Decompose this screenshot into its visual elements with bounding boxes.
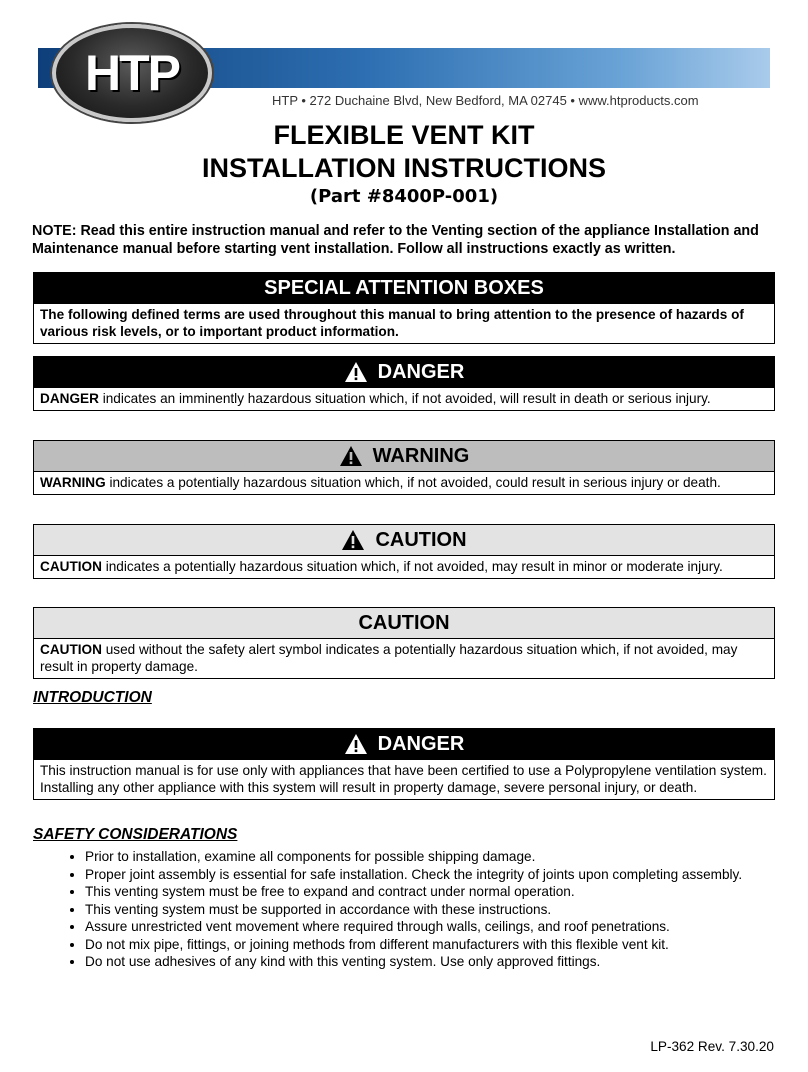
intro-danger-box	[33, 728, 775, 800]
htp-logo	[52, 24, 212, 122]
warning-box	[33, 440, 775, 495]
part-number: (Part #8400P-001)	[309, 186, 499, 207]
safety-list	[33, 848, 808, 971]
caution-nosymbol-heading: CAUTION	[34, 608, 774, 639]
title-line-2: INSTALLATION INSTRUCTIONS	[202, 153, 606, 183]
intro-danger-heading	[34, 729, 774, 760]
note-paragraph: NOTE: Read this entire instruction manual and refer to the Venting section of the appliance Installation and Maintenance manual before starting vent installation. Follow all instructions exactly as written.	[32, 223, 759, 257]
warning-text: indicates a potentially hazardous situation which, if not avoided, could result in serious injury or death.	[105, 475, 721, 490]
special-attention-box	[33, 272, 775, 344]
safety-heading: SAFETY CONSIDERATIONS	[33, 826, 238, 843]
caution-box	[33, 524, 775, 579]
page-header	[0, 0, 808, 115]
danger-box	[33, 356, 775, 411]
document-revision: LP-362 Rev. 7.30.20	[650, 1039, 774, 1054]
intro-danger-body: This instruction manual is for use only with appliances that have been certified to use a Polypropylene ventilation system. Installing any other appliance with this system will result in property damage, severe personal injury, or death.	[40, 763, 767, 795]
danger-heading-label: DANGER	[377, 360, 465, 383]
list-item: • Prior to installation, examine all components for possible shipping damage.	[85, 848, 808, 866]
caution-body	[34, 556, 774, 578]
logo-text: HTP	[85, 45, 179, 101]
special-attention-heading: SPECIAL ATTENTION BOXES	[34, 273, 774, 304]
list-item: • Do not use adhesives of any kind with this venting system. Use only approved fittings.	[85, 953, 808, 971]
list-item: • This venting system must be supported in accordance with these instructions.	[85, 901, 808, 919]
warning-triangle-icon	[344, 361, 368, 383]
list-item: • This venting system must be free to expand and contract under normal operation.	[85, 883, 808, 901]
warning-triangle-icon	[344, 733, 368, 755]
caution-heading-label: CAUTION	[375, 528, 467, 551]
warning-triangle-icon	[339, 445, 363, 467]
danger-term: DANGER	[40, 391, 99, 406]
list-item: • Proper joint assembly is essential for safe installation. Check the integrity of joints upon completing assembly.	[85, 866, 808, 884]
warning-triangle-icon	[341, 529, 365, 551]
warning-heading	[34, 441, 774, 472]
caution-nosymbol-box	[33, 607, 775, 679]
caution-text: indicates a potentially hazardous situation which, if not avoided, may result in minor or moderate injury.	[101, 559, 723, 574]
list-item: • Do not mix pipe, fittings, or joining methods from different manufacturers with this flexible vent kit.	[85, 936, 808, 954]
danger-body	[34, 388, 774, 410]
company-address: HTP • 272 Duchaine Blvd, New Bedford, MA 02745 • www.htproducts.com	[272, 93, 699, 108]
caution-nosymbol-term: CAUTION	[40, 642, 102, 657]
caution-nosymbol-body	[34, 639, 774, 678]
warning-term: WARNING	[40, 475, 106, 490]
special-attention-body: The following defined terms are used throughout this manual to bring attention to the presence of hazards of various risk levels, or to important product information.	[40, 307, 744, 339]
title-line-1: FLEXIBLE VENT KIT	[273, 120, 535, 150]
list-item: • Assure unrestricted vent movement where required through walls, ceilings, and roof penetrations.	[85, 918, 808, 936]
warning-body	[34, 472, 774, 494]
caution-term: CAUTION	[40, 559, 102, 574]
danger-heading	[34, 357, 774, 388]
caution-nosymbol-text: used without the safety alert symbol indicates a potentially hazardous situation which, if not avoided, may result in property damage.	[40, 642, 738, 674]
caution-heading	[34, 525, 774, 556]
introduction-heading: INTRODUCTION	[33, 689, 152, 706]
intro-danger-heading-label: DANGER	[377, 732, 465, 755]
warning-heading-label: WARNING	[372, 444, 470, 467]
danger-text: indicates an imminently hazardous situation which, if not avoided, will result in death or serious injury.	[98, 391, 711, 406]
